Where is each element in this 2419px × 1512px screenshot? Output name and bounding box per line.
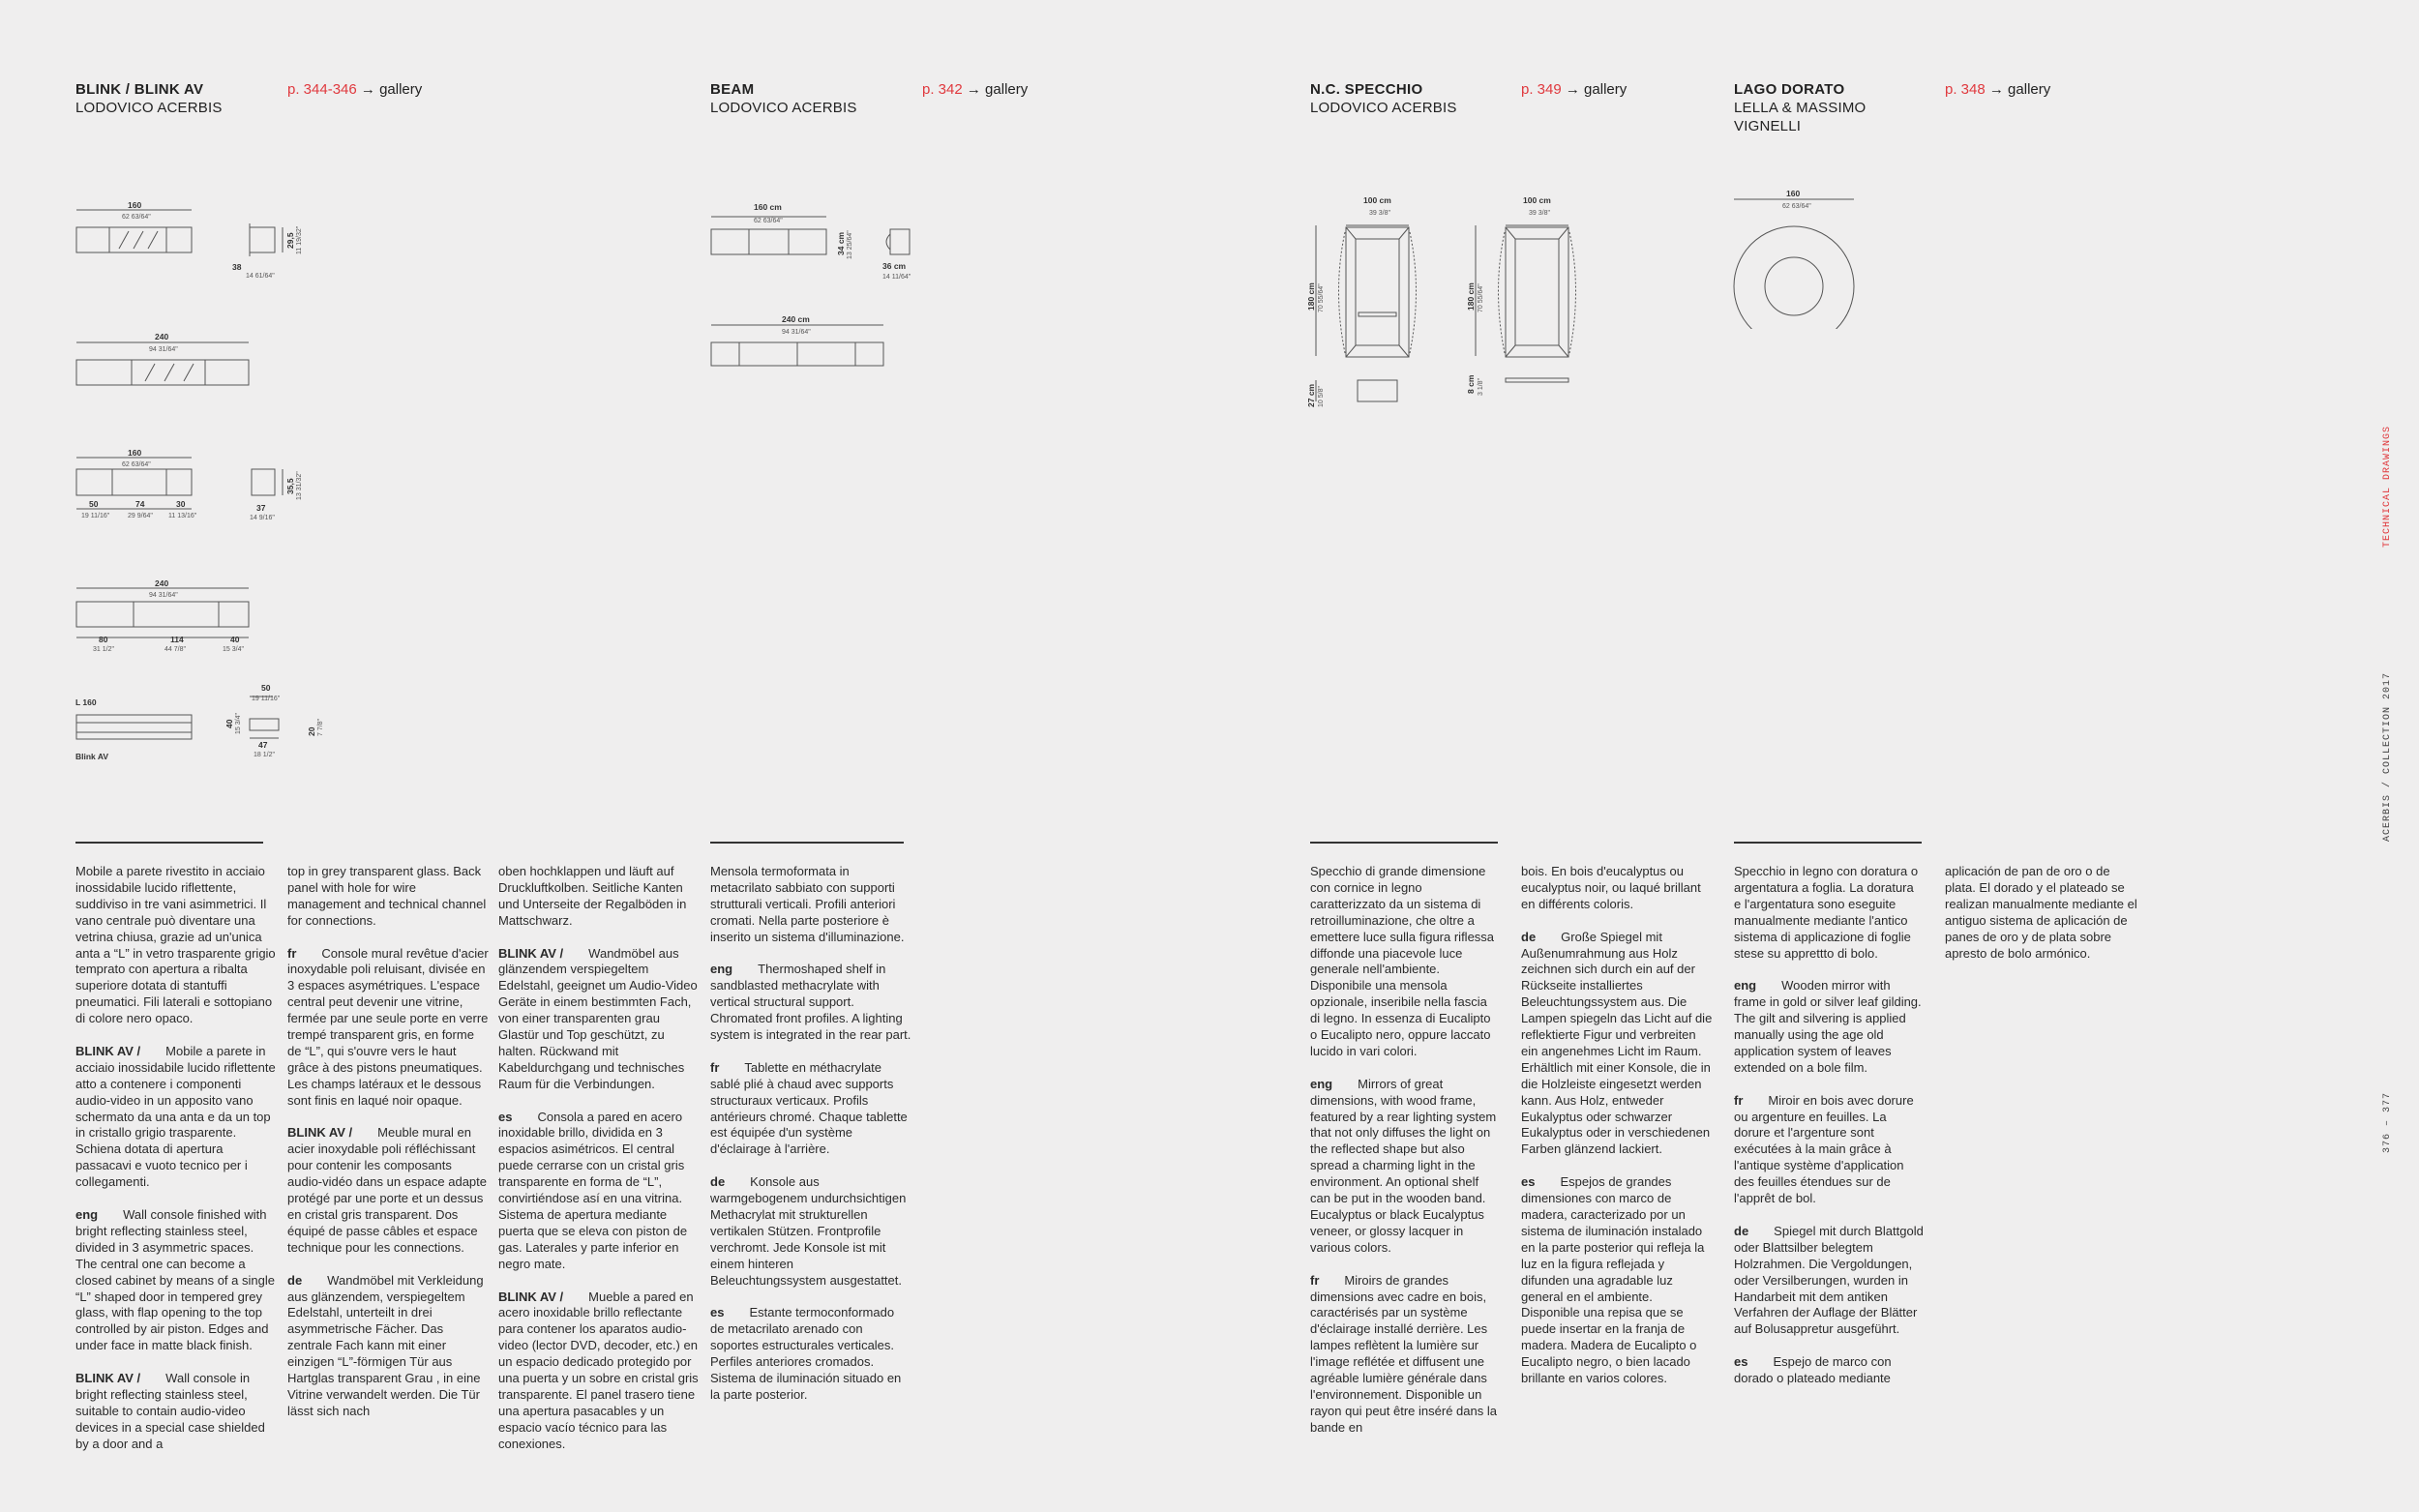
- paragraph-text: Tablette en méthacrylate sablé plié à chaud avec supports structuraux verticaux. Profils antérieurs chromé. Chaque tablette est équipée d'un système d'éclairage à l'arrière.: [710, 1059, 908, 1157]
- dim-base-inch: 10 5/8": [1318, 386, 1325, 407]
- description-column: [1310, 864, 1500, 1453]
- paragraph: [75, 1044, 277, 1191]
- paragraph-text: Mobile a parete rivestito in acciaio inossidabile lucido riflettente, suddiviso in tre vani asimmetrici. Il vano centrale può diventare una vetrina chiusa, grazie ad un'unica anta a “L” in vetro trasparente grigio temprato con apertura a ribalta superiore dotata di stantuffi pneumatici. Fili laterali e sottopiano di colore nero opaco.: [75, 864, 276, 1026]
- dim-height-inch: 13 31/32": [296, 471, 303, 500]
- paragraph: [710, 1174, 911, 1289]
- dim-width: 160 cm: [754, 202, 782, 212]
- paragraph: [498, 946, 700, 1093]
- paragraph-text: aplicación de pan de oro o de plata. El dorado y el plateado se realizan manualmente mediante el antiguo sistema de aplicación de panes de oro y de plata sobre apresto de bolo armónico.: [1945, 864, 2137, 961]
- blink-240-front-view: [76, 360, 249, 385]
- dim-depth: 38: [232, 262, 242, 272]
- description-column: [1521, 864, 1715, 1404]
- dim-width: 160: [128, 200, 142, 210]
- dim-width-inch: 19 11/16": [252, 696, 281, 702]
- dim-height-inch: 15 3/4": [235, 713, 242, 734]
- dim-base: 27 cm: [1306, 383, 1316, 407]
- dim-width: 240: [155, 578, 169, 588]
- language-tag: BLINK AV /: [287, 1125, 353, 1141]
- dim-part-inch: 31 1/2": [93, 646, 114, 653]
- paragraph-text: Estante termoconformado de metacrilato arenado con soportes estructurales verticales. Perfiles anteriores cromados. Sistema de iluminación situado en la parte posterior.: [710, 1305, 902, 1402]
- language-tag: eng: [1310, 1076, 1333, 1091]
- paragraph: [287, 1273, 489, 1420]
- paragraph: [1945, 864, 2138, 962]
- dim-width-inch: 39 3/8": [1369, 210, 1390, 217]
- paragraph-text: Console mural revêtue d'acier inoxydable poli reluisant, divisée en 3 espaces asymétriques. L'espace central peut devenir une vitrine, fermée par une seule porte en verre trempé transparent gris, en forme de “L”, qui s'ouvre vers le haut grâce à des pistons pneumatiques. Les champs latéraux et le dessous sont finis en laqué noir opaque.: [287, 945, 489, 1108]
- product-author-lago: LELLA & MASSIMO VIGNELLI: [1734, 100, 1867, 134]
- dim-part-inch: 29 9/64": [128, 513, 153, 519]
- lago-technical-drawing: [1722, 184, 1867, 329]
- dim-width-inch: 39 3/8": [1529, 210, 1550, 217]
- paragraph-text: Thermoshaped shelf in sandblasted methacrylate with vertical structural support. Chromated front profiles. A lighting system is integrated in the rear part.: [710, 962, 911, 1043]
- dim-part-inch: 44 7/8": [164, 646, 186, 653]
- paragraph-text: Wandmöbel mit Verkleidung aus glänzendem, verspiegeltem Edelstahl, unterteilt in drei asymmetrische Fächer. Das zentrale Fach kann mit einer einzigen “L”-förmigen Tür aus Hartglas transparent Grau , in eine Vitrine verwandelt werden. Die Tür lässt sich nach: [287, 1272, 484, 1418]
- paragraph-text: bois. En bois d'eucalyptus ou eucalyptus noir, ou laqué brillant en différents coloris.: [1521, 864, 1701, 911]
- divider: [1734, 842, 1922, 844]
- product-title-lago: LAGO DORATO: [1734, 81, 1845, 98]
- dim-height: 180 cm: [1466, 282, 1476, 311]
- dim-height: 40: [224, 719, 234, 728]
- blink-side-view: [250, 227, 275, 252]
- dim-width-inch: 94 31/64": [782, 329, 811, 336]
- language-tag: de: [1521, 929, 1537, 944]
- paragraph-text: Wooden mirror with frame in gold or silver leaf gilding. The gilt and silvering is applied manually using the age old application system of leaves extended on a bole film.: [1734, 978, 1922, 1075]
- beam-technical-drawings: [697, 193, 948, 377]
- dim-height: 180 cm: [1306, 282, 1316, 311]
- blink-240-front-view-2: [76, 602, 249, 627]
- specchio-base-2: [1506, 378, 1568, 382]
- dim-depth-inch: 14 61/64": [246, 273, 275, 280]
- language-tag: BLINK AV /: [498, 945, 564, 961]
- blink-av-front-view: [76, 715, 192, 739]
- language-tag: fr: [287, 945, 297, 961]
- dim-width: 160: [1786, 189, 1801, 198]
- gallery-link[interactable]: → gallery: [966, 81, 1029, 98]
- paragraph: [1734, 1224, 1924, 1338]
- dim-part: 40: [230, 635, 240, 644]
- product-author-blink: LODOVICO ACERBIS: [75, 100, 223, 116]
- paragraph-text: Mueble a pared en acero inoxidable brillo reflectante para contener los aparatos audio-video (lector DVD, decoder, etc.) en un espacio dedicado protegido por una puerta y un sobre en cristal gris transparente. El panel trasero tiene una apertura pasacables y un espacio vacío técnico para las conexiones.: [498, 1289, 699, 1451]
- dim-depth-inch: 14 11/64": [882, 274, 911, 281]
- paragraph-text: Spiegel mit durch Blattgold oder Blattsilber belegtem Holzrahmen. Die Vergoldungen, oder Versilberungen, wurden in Handarbeit mit dem antiken Verfahren der Auflage der Blätter auf Bolusappretur ausgeführt.: [1734, 1223, 1924, 1337]
- beam-side-view: [890, 229, 910, 254]
- brand-label: ACERBIS / COLLECTION 2017: [2382, 671, 2393, 842]
- paragraph-text: Espejo de marco con dorado o plateado mediante: [1734, 1354, 1892, 1386]
- paragraph: [1734, 864, 1924, 962]
- paragraph: [710, 1305, 911, 1403]
- language-tag: eng: [75, 1207, 99, 1222]
- paragraph-text: Mobile a parete in acciaio inossidabile lucido riflettente atto a contenere i componenti audio-video in un apposito vano schermato da una anta e da un top in cristallo grigio trasparente. Schiena dotata di apertura passacavi e vuoto tecnico per i collegamenti.: [75, 1043, 276, 1190]
- page-number[interactable]: p. 344-346: [287, 81, 357, 98]
- dim-part: 30: [176, 499, 186, 509]
- page-ref-blink[interactable]: [287, 80, 422, 99]
- page-ref-specchio[interactable]: [1521, 80, 1627, 99]
- language-tag: es: [1521, 1174, 1536, 1190]
- dim-width-inch: 62 63/64": [1782, 203, 1811, 210]
- language-tag: BLINK AV /: [75, 1371, 141, 1386]
- paragraph: [1310, 864, 1500, 1060]
- specchio-base: [1358, 380, 1397, 401]
- paragraph: [710, 864, 911, 946]
- language-tag: eng: [1734, 978, 1757, 993]
- paragraph-text: Wall console finished with bright reflecting stainless steel, divided in 3 asymmetric spaces. The central one can become a closed cabinet by means of a single “L” shaped door in tempered grey glass, with flap opening to the top controlled by air piston. Edges and under face in matte black finish.: [75, 1207, 275, 1353]
- paragraph-text: top in grey transparent glass. Back panel with hole for wire management and technical channel for connections.: [287, 864, 487, 928]
- dim-label-l160: L 160: [75, 697, 97, 707]
- specchio-shelf: [1359, 312, 1396, 316]
- paragraph: [1734, 1354, 1924, 1387]
- page-number[interactable]: p. 342: [922, 81, 963, 98]
- paragraph-text: Wall console in bright reflecting stainless steel, suitable to contain audio-video devices in a special case shielded by a door and a: [75, 1371, 265, 1451]
- paragraph: [710, 962, 911, 1044]
- dim-width: 100 cm: [1363, 195, 1391, 205]
- divider: [710, 842, 904, 844]
- paragraph-text: Meuble mural en acier inoxydable poli réfléchissant pour contenir les composants audio-vidéo dans un espace adapte protégé par une porte et un dessus en cristal gris transparent. Dos équipé de passe câbles et espace technique pour les connections.: [287, 1125, 487, 1255]
- dim-part-inch: 19 11/16": [81, 513, 110, 519]
- language-tag: de: [287, 1272, 303, 1288]
- dim-height-inch: 70 55/64": [1478, 283, 1484, 312]
- paragraph: [75, 864, 277, 1027]
- product-author-specchio: LODOVICO ACERBIS: [1310, 100, 1457, 116]
- paragraph: [75, 1371, 277, 1453]
- mirror-outer-circle: [1734, 226, 1854, 329]
- dim-depth: 36 cm: [882, 261, 907, 271]
- dim-base: 8 cm: [1466, 374, 1476, 394]
- blink-160-side-view: [252, 469, 275, 495]
- paragraph: [287, 864, 489, 930]
- dim-depth-inch: 14 9/16": [250, 515, 275, 521]
- language-tag: fr: [1734, 1092, 1744, 1108]
- divider: [1310, 842, 1498, 844]
- paragraph: [1310, 1077, 1500, 1257]
- dim-part: 80: [99, 635, 108, 644]
- dim-label-blink-av: Blink AV: [75, 752, 109, 761]
- language-tag: de: [710, 1174, 726, 1190]
- dim-height-inch: 13 25/64": [847, 230, 853, 259]
- language-tag: es: [1734, 1354, 1748, 1370]
- paragraph-text: Specchio in legno con doratura o argentatura a foglia. La doratura e l'argentatura sono eseguite manualmente mediante l'antico sistema di applicazione di foglie stese su apprettto di bolo.: [1734, 864, 1919, 961]
- paragraph: [287, 946, 489, 1110]
- dim-height-inch: 70 55/64": [1318, 283, 1325, 312]
- dim-width-inch: 94 31/64": [149, 592, 178, 599]
- beam-front-view: [711, 229, 826, 254]
- dim-width-inch: 62 63/64": [122, 461, 151, 468]
- description-column: [287, 864, 489, 1437]
- product-title-blink: BLINK / BLINK AV: [75, 81, 204, 98]
- paragraph-text: Wandmöbel aus glänzendem verspiegeltem Edelstahl, geeignet um Audio-Video Geräte in einem bestimmten Fach, von einer transparenten grau Glastür und Top geschützt, zu halten. Rückwand mit Kabeldurchgang und technisches Raum für die Verbindungen.: [498, 945, 698, 1091]
- paragraph: [1521, 864, 1715, 913]
- paragraph: [1521, 930, 1715, 1159]
- paragraph: [1310, 1273, 1500, 1437]
- gallery-link[interactable]: → gallery: [1565, 81, 1628, 98]
- paragraph-text: Miroirs de grandes dimensions avec cadre en bois, caractérisés par un système d'éclairage installé derrière. Les lampes reflètent la lumière sur l'image reflétée et diffusent une agréable lumière générale dans l'environnement. Disponible un rayon qui peut être inséré dans la bande en: [1310, 1272, 1497, 1435]
- language-tag: fr: [1310, 1272, 1320, 1288]
- dim-width: 50: [261, 683, 271, 693]
- paragraph-text: Espejos de grandes dimensiones con marco de madera, caracterizado por un sistema de iluminación instalado en la parte posterior qui refleja la luz en la figura reflejada y difunden una agradable luz general en el ambiente. Disponible una repisa que se puede insertar en la franja de madera. Madera de Eucalipto o Eucalipto negro, o bien lacado brillante en varios colores.: [1521, 1174, 1705, 1386]
- blink-technical-drawings: [58, 189, 348, 769]
- language-tag: eng: [710, 962, 733, 977]
- specchio-technical-drawings: [1297, 189, 1645, 421]
- paragraph-text: Mirrors of great dimensions, with wood frame, featured by a rear lighting system that not only diffuses the light on the reflected shape but also spread a charming light in the environment. An optional shelf can be put in the wooden band. Eucalyptus or black Eucalyptus veneer, or glossy lacquer in various colors.: [1310, 1076, 1497, 1255]
- dim-depth-inch: 18 1/2": [254, 752, 275, 758]
- paragraph-text: Specchio di grande dimensione con cornice in legno caratterizzato da un sistema di retroilluminazione, che oltre a emettere luce sulla figura riflessa diffonde una piacevole luce generale nell'ambiente. Disponibile una mensola opzionale, inseribile nella fascia di legno. In essenza di Eucalipto o Eucalipto nero, oppure laccato lucido in vari colori.: [1310, 864, 1495, 1058]
- paragraph: [498, 864, 700, 930]
- paragraph: [1734, 1093, 1924, 1207]
- paragraph: [1734, 978, 1924, 1076]
- paragraph: [75, 1207, 277, 1354]
- dim-height: 29,5: [285, 232, 295, 249]
- description-column: [710, 864, 911, 1420]
- page-number[interactable]: p. 349: [1521, 81, 1562, 98]
- dim-base-inch: 3 1/8": [1478, 377, 1484, 396]
- dim-width-inch: 62 63/64": [122, 214, 151, 221]
- gallery-link[interactable]: → gallery: [360, 81, 423, 98]
- paragraph-text: Miroir en bois avec dorure ou argenture en feuilles. La dorure et l'argenture sont exécutées à la main grâce à l'antique système d'application des feuilles étendues sur de l'apprêt de bol.: [1734, 1092, 1914, 1206]
- paragraph: [710, 1060, 911, 1158]
- paragraph-text: Mensola termoformata in metacrilato sabbiato con supporti strutturali verticali. Profili anteriori cromati. Nella parte posteriore è inserito un sistema d'illuminazione.: [710, 864, 905, 944]
- dim-depth: 47: [258, 740, 268, 750]
- dim-part-inch: 15 3/4": [223, 646, 244, 653]
- blink-160-front-view: [76, 469, 192, 495]
- paragraph-text: Große Spiegel mit Außenumrahmung aus Holz zeichnen sich durch ein auf der Rückseite installiertes Beleuchtungssystem aus. Die Lampen spiegeln das Licht auf die reflektierte Figur und verbreiten ein angenehmes Licht im Raum. Erhältlich mit einer Konsole, die in die Holzleiste eingesetzt werden kann. Aus Holz, entweder Eukalyptus oder schwarzer Eukalyptus oder in verschiedenen Farben glänzend lackiert.: [1521, 929, 1713, 1157]
- language-tag: fr: [710, 1059, 720, 1075]
- language-tag: es: [710, 1305, 725, 1320]
- dim-height-2: 20: [307, 726, 316, 736]
- page-number[interactable]: p. 348: [1945, 81, 1986, 98]
- description-column: [498, 864, 700, 1468]
- language-tag: BLINK AV /: [75, 1043, 141, 1058]
- language-tag: es: [498, 1109, 513, 1124]
- gallery-link[interactable]: → gallery: [1988, 81, 2051, 98]
- description-column: [1734, 864, 1924, 1404]
- dim-part: 74: [135, 499, 145, 509]
- page-ref-lago[interactable]: [1945, 80, 2050, 99]
- mirror-inner-circle: [1765, 257, 1823, 315]
- divider: [75, 842, 263, 844]
- dim-width: 240 cm: [782, 314, 810, 324]
- blink-av-side-view: [250, 719, 279, 730]
- description-column: [1945, 864, 2138, 978]
- dim-width: 240: [155, 332, 169, 341]
- page-ref-beam[interactable]: [922, 80, 1028, 99]
- paragraph: [1521, 1174, 1715, 1387]
- paragraph: [498, 1110, 700, 1273]
- dim-part: 50: [89, 499, 99, 509]
- paragraph: [498, 1290, 700, 1453]
- paragraph: [287, 1125, 489, 1256]
- dim-part-inch: 11 13/16": [168, 513, 197, 519]
- product-title-specchio: N.C. SPECCHIO: [1310, 81, 1423, 98]
- description-column: [75, 864, 277, 1468]
- dim-width-inch: 62 63/64": [754, 218, 783, 224]
- paragraph-text: oben hochklappen und läuft auf Druckluftkolben. Seitliche Kanten und Unterseite der Regalböden in Mattschwarz.: [498, 864, 687, 928]
- dim-height: 34 cm: [836, 231, 846, 255]
- product-title-beam: BEAM: [710, 81, 755, 98]
- dim-width: 100 cm: [1523, 195, 1551, 205]
- dim-height-2-inch: 7 7/8": [317, 718, 324, 736]
- language-tag: de: [1734, 1223, 1749, 1238]
- product-author-beam: LODOVICO ACERBIS: [710, 100, 857, 116]
- dim-part: 114: [170, 635, 184, 644]
- language-tag: BLINK AV /: [498, 1289, 564, 1304]
- dim-width-inch: 94 31/64": [149, 346, 178, 353]
- dim-height: 35,5: [285, 478, 295, 494]
- paragraph-text: Konsole aus warmgebogenem undurchsichtigen Methacrylat mit strukturellen vertikalen Stützen. Frontprofile verchromt. Jede Konsole ist mit einem hinteren Beleuchtungssystem ausgestattet.: [710, 1174, 907, 1288]
- dim-depth: 37: [256, 503, 266, 513]
- page-numbers: 376 – 377: [2382, 1091, 2393, 1153]
- paragraph-text: Consola a pared en acero inoxidable brillo, dividida en 3 espacios asimétricos. El central puede cerrarse con un cristal gris transparente en forma de “L”, convirtiéndose así en una vitrina. Sistema de apertura mediante puerta que se eleva con piston de gas. Laterales y parte inferior en negro mate.: [498, 1109, 688, 1271]
- dim-width: 160: [128, 448, 142, 458]
- dim-height-inch: 11 19/32": [296, 225, 303, 254]
- section-label: TECHNICAL DRAWINGS: [2382, 425, 2393, 548]
